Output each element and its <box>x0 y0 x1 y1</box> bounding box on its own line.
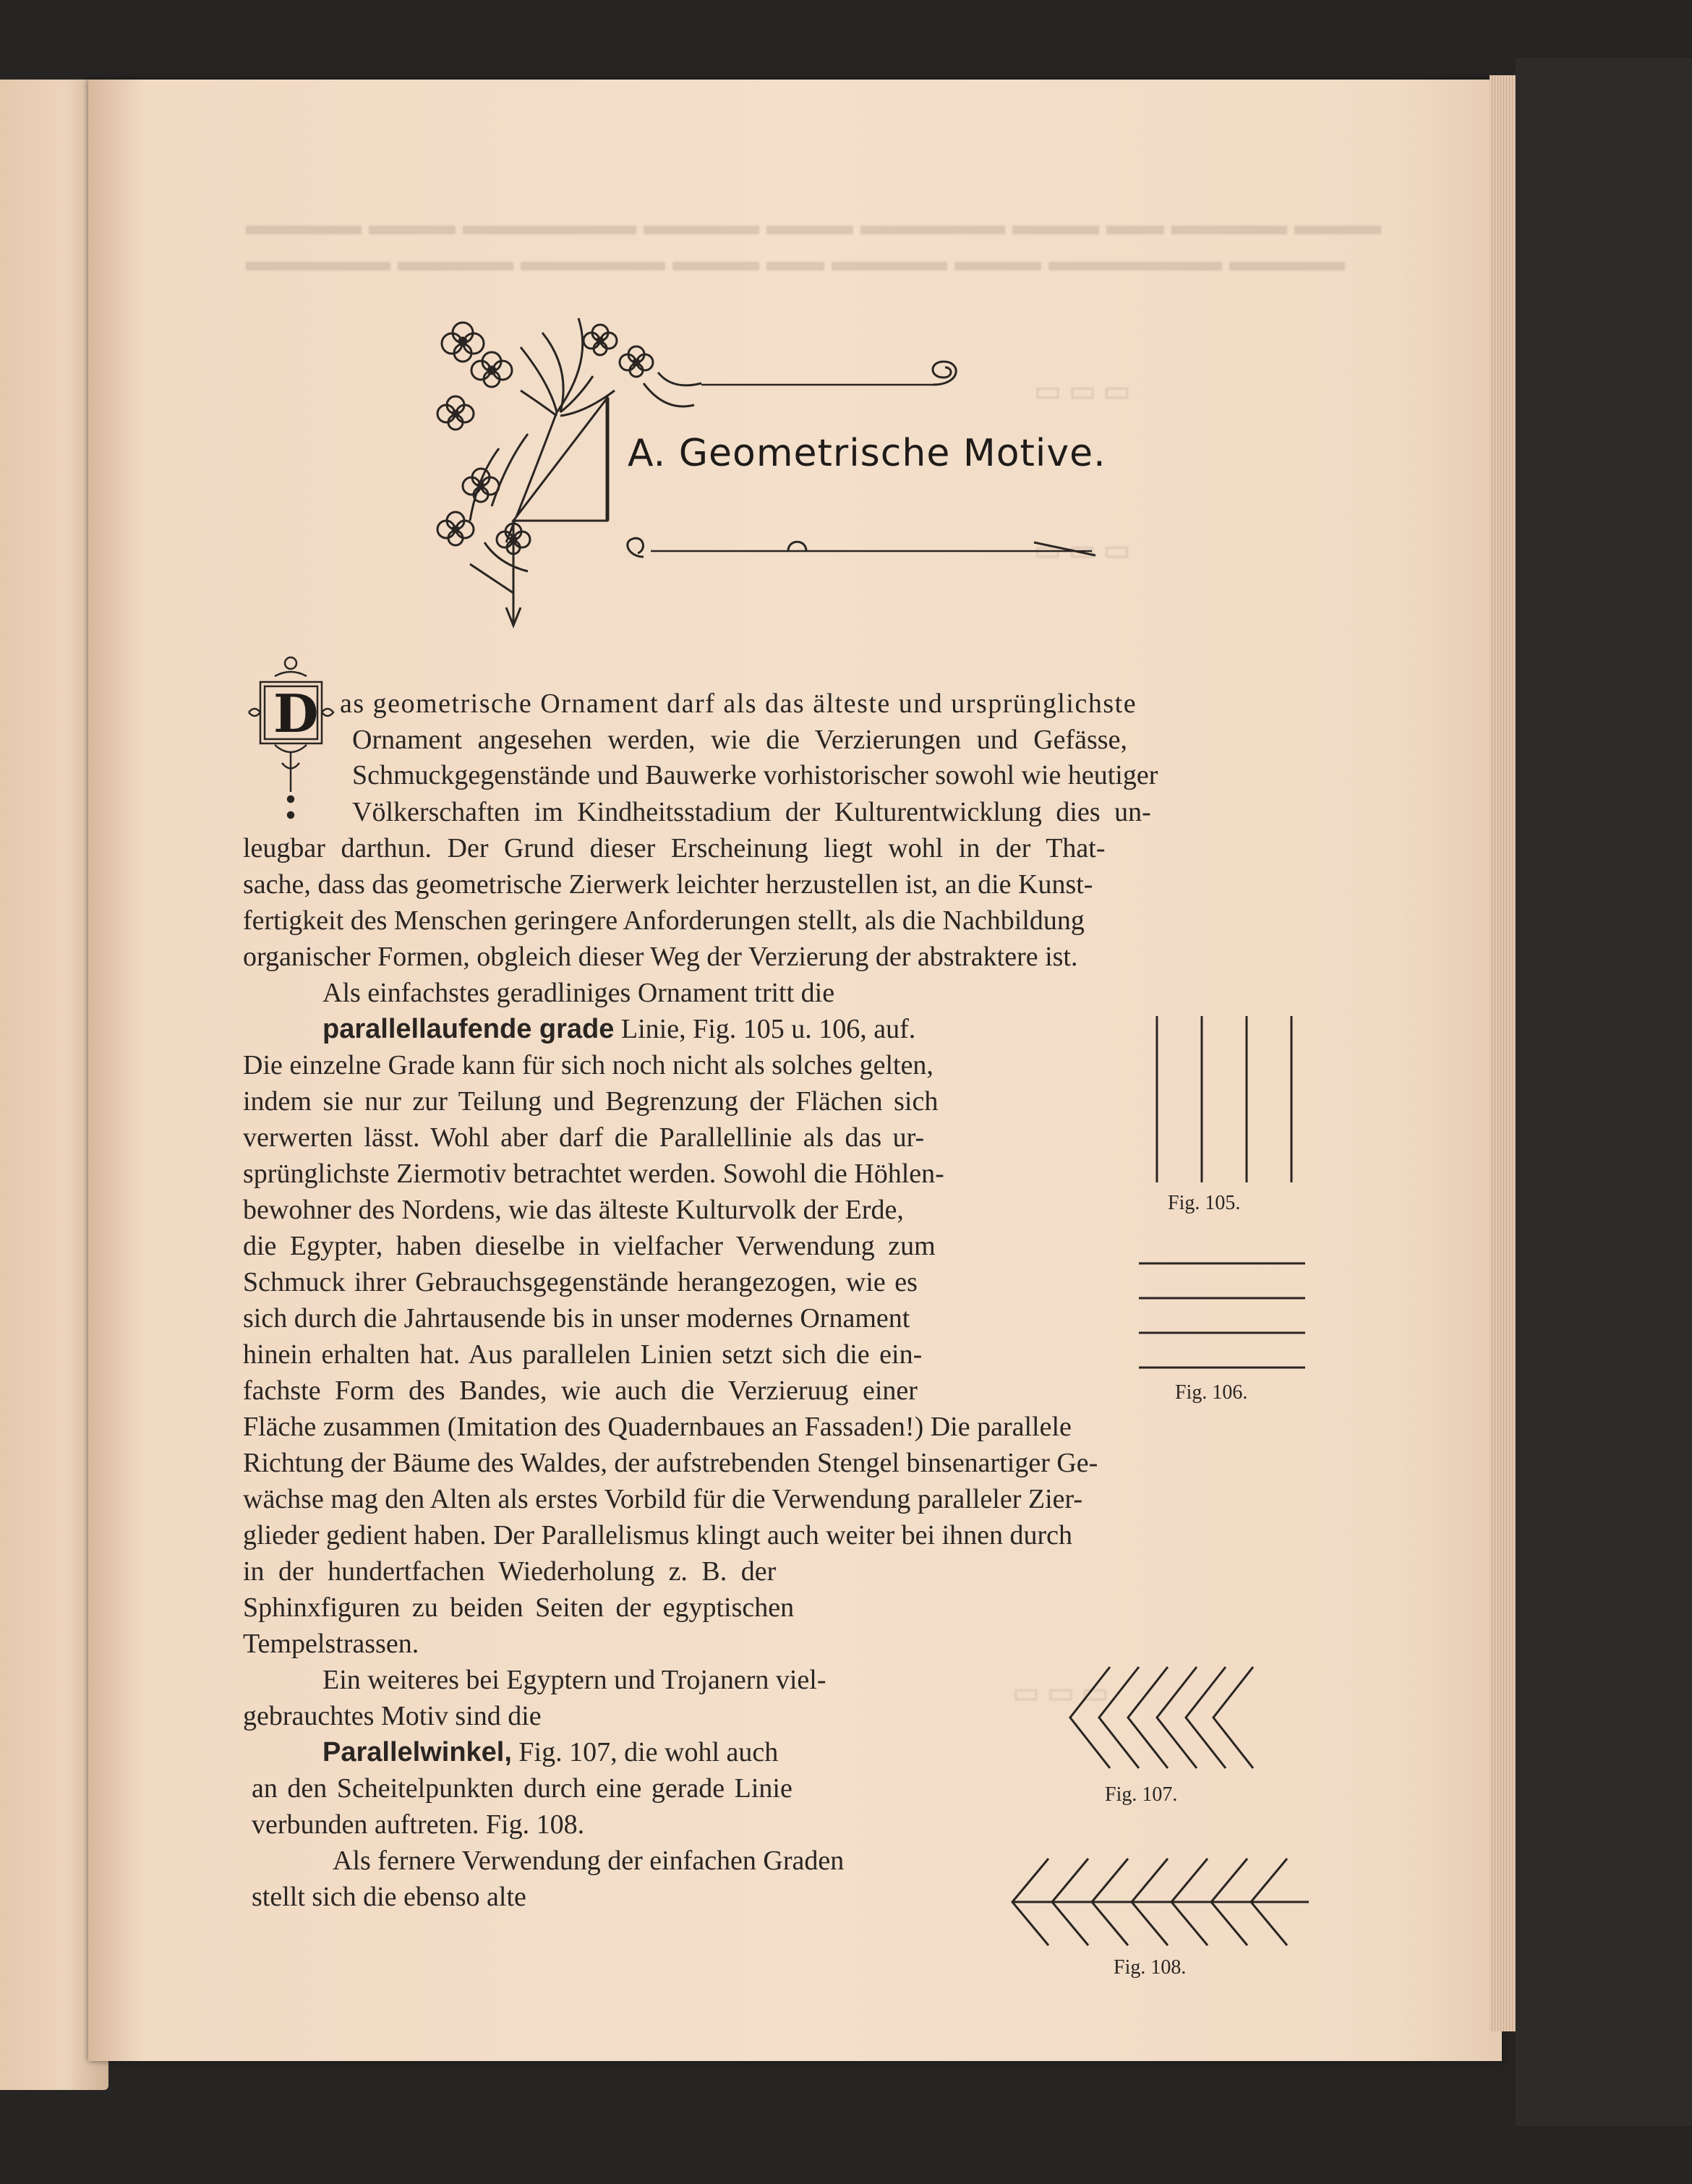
text-line: Ornament angesehen werden, wie die Verzierungen und Gefässe, <box>352 725 1127 755</box>
text-line: die Egypter, haben dieselbe in vielfacher Verwendung zum <box>243 1231 936 1261</box>
text-line: gebrauchtes Motiv sind die <box>243 1701 542 1731</box>
figure-105-vertical-lines <box>1150 1012 1309 1186</box>
text-line: wächse mag den Alten als erstes Vorbild für die Verwendung paralleler Zier- <box>243 1484 1083 1514</box>
text-line: Fläche zusammen (Imitation des Quadernbaues an Fassaden!) Die parallele <box>243 1412 1072 1442</box>
figure-106-caption: Fig. 106. <box>1175 1381 1248 1404</box>
bleed-through-texture: ▬▬▬ ▬▬▬▬ ▬▬ ▬▬▬ ▬▬▬▬▬ ▬▬▬ ▬▬▬▬ ▬▬▬▬▬▬ ▬▬▬ ▬▬▬▬ ▬▬▬▬ ▬▬▬▬▬▬ ▬▬▬ ▬▬▬▬ ▬▬ ▬▬▬ ▬▬▬▬▬ ▬▬▬▬ ▬▬▬▬▬ ▭ ▭ ▭ ▭ ▭ ▭ ▭ ▭ ▭ <box>246 208 1381 1709</box>
emphasized-term: Parallelwinkel, <box>322 1737 512 1767</box>
flower-icon <box>620 346 653 377</box>
figure-106-horizontal-lines <box>1135 1255 1309 1378</box>
text-line: Sphinxfiguren zu beiden Seiten der egyptischen <box>243 1592 795 1623</box>
text-fragment: Linie, Fig. 105 u. 106, auf. <box>620 1014 916 1044</box>
text-line: Schmuck ihrer Gebrauchsgegenstände herangezogen, wie es <box>243 1267 918 1297</box>
figure-105-caption: Fig. 105. <box>1168 1192 1241 1214</box>
text-line: as geometrische Ornament darf als das älteste und ursprünglichste <box>340 688 1137 719</box>
text-line: glieder gedient haben. Der Parallelismus klingt auch weiter bei ihnen durch <box>243 1520 1073 1550</box>
text-line: leugbar darthun. Der Grund dieser Erscheinung liegt wohl in der That- <box>243 833 1106 863</box>
decorated-initial <box>246 654 336 828</box>
flower-icon <box>442 323 484 362</box>
text-line: indem sie nur zur Teilung und Begrenzung der Flächen sich <box>243 1086 939 1117</box>
text-line: verbunden auftreten. Fig. 108. <box>252 1809 585 1840</box>
text-line: Tempelstrassen. <box>243 1629 419 1659</box>
text-line: Als fernere Verwendung der einfachen Graden <box>333 1846 845 1876</box>
flower-icon <box>584 325 617 355</box>
text-line <box>322 1736 778 1769</box>
text-line: Die einzelne Grade kann für sich noch nicht als solches gelten, <box>243 1050 933 1080</box>
figure-107-caption: Fig. 107. <box>1105 1783 1178 1806</box>
figure-107-parallel-angles <box>1067 1663 1255 1772</box>
text-line: organischer Formen, obgleich dieser Weg der Verzierung der abstraktere ist. <box>243 942 1078 972</box>
text-line: Schmuckgegenstände und Bauwerke vorhistorischer sowohl wie heutiger <box>352 760 1158 790</box>
text-line: an den Scheitelpunkten durch eine gerade Linie <box>252 1773 792 1804</box>
text-line: stellt sich die ebenso alte <box>252 1882 526 1912</box>
text-line: Richtung der Bäume des Waldes, der aufstrebenden Stengel binsenartiger Ge- <box>243 1448 1098 1478</box>
text-line: bewohner des Nordens, wie das älteste Kulturvolk der Erde, <box>243 1195 904 1225</box>
flower-icon <box>437 512 474 545</box>
text-line: Ein weiteres bei Egyptern und Trojanern viel- <box>322 1665 826 1695</box>
flower-icon <box>437 396 474 430</box>
text-line: sich durch die Jahrtausende bis in unser modernes Ornament <box>243 1303 910 1334</box>
figure-108-caption: Fig. 108. <box>1114 1956 1187 1979</box>
flower-icon <box>463 469 499 502</box>
flower-icon <box>471 352 512 387</box>
text-line: in der hundertfachen Wiederholung z. B. der <box>243 1556 777 1587</box>
section-heading: A. Geometrische Motive. <box>628 432 1106 475</box>
text-line: Als einfachstes geradliniges Ornament tritt die <box>322 978 835 1008</box>
text-line: sprünglichste Ziermotiv betrachtet werden. Sowohl die Höhlen- <box>243 1159 944 1189</box>
emphasized-term: parallellaufende grade <box>322 1014 615 1044</box>
text-line: verwerten lässt. Wohl aber darf die Parallellinie als das ur- <box>243 1122 925 1153</box>
text-line: sache, dass das geometrische Zierwerk leichter herzustellen ist, an die Kunst- <box>243 869 1093 900</box>
figure-108-joined-angles <box>1009 1855 1312 1949</box>
initial-letter: D <box>273 683 319 744</box>
text-fragment: Fig. 107, die wohl auch <box>518 1737 779 1767</box>
text-line: fachste Form des Bandes, wie auch die Verzieruug einer <box>243 1375 918 1406</box>
text-line <box>322 1012 915 1046</box>
text-line: Völkerschaften im Kindheitsstadium der Kulturentwicklung dies un- <box>352 797 1151 827</box>
book-binding <box>1516 58 1692 2126</box>
text-line: hinein erhalten hat. Aus parallelen Linien setzt sich die ein- <box>243 1339 923 1370</box>
text-line: fertigkeit des Menschen geringere Anforderungen stellt, als die Nachbildung <box>243 905 1085 936</box>
page-stack-edge <box>1490 75 1516 2031</box>
